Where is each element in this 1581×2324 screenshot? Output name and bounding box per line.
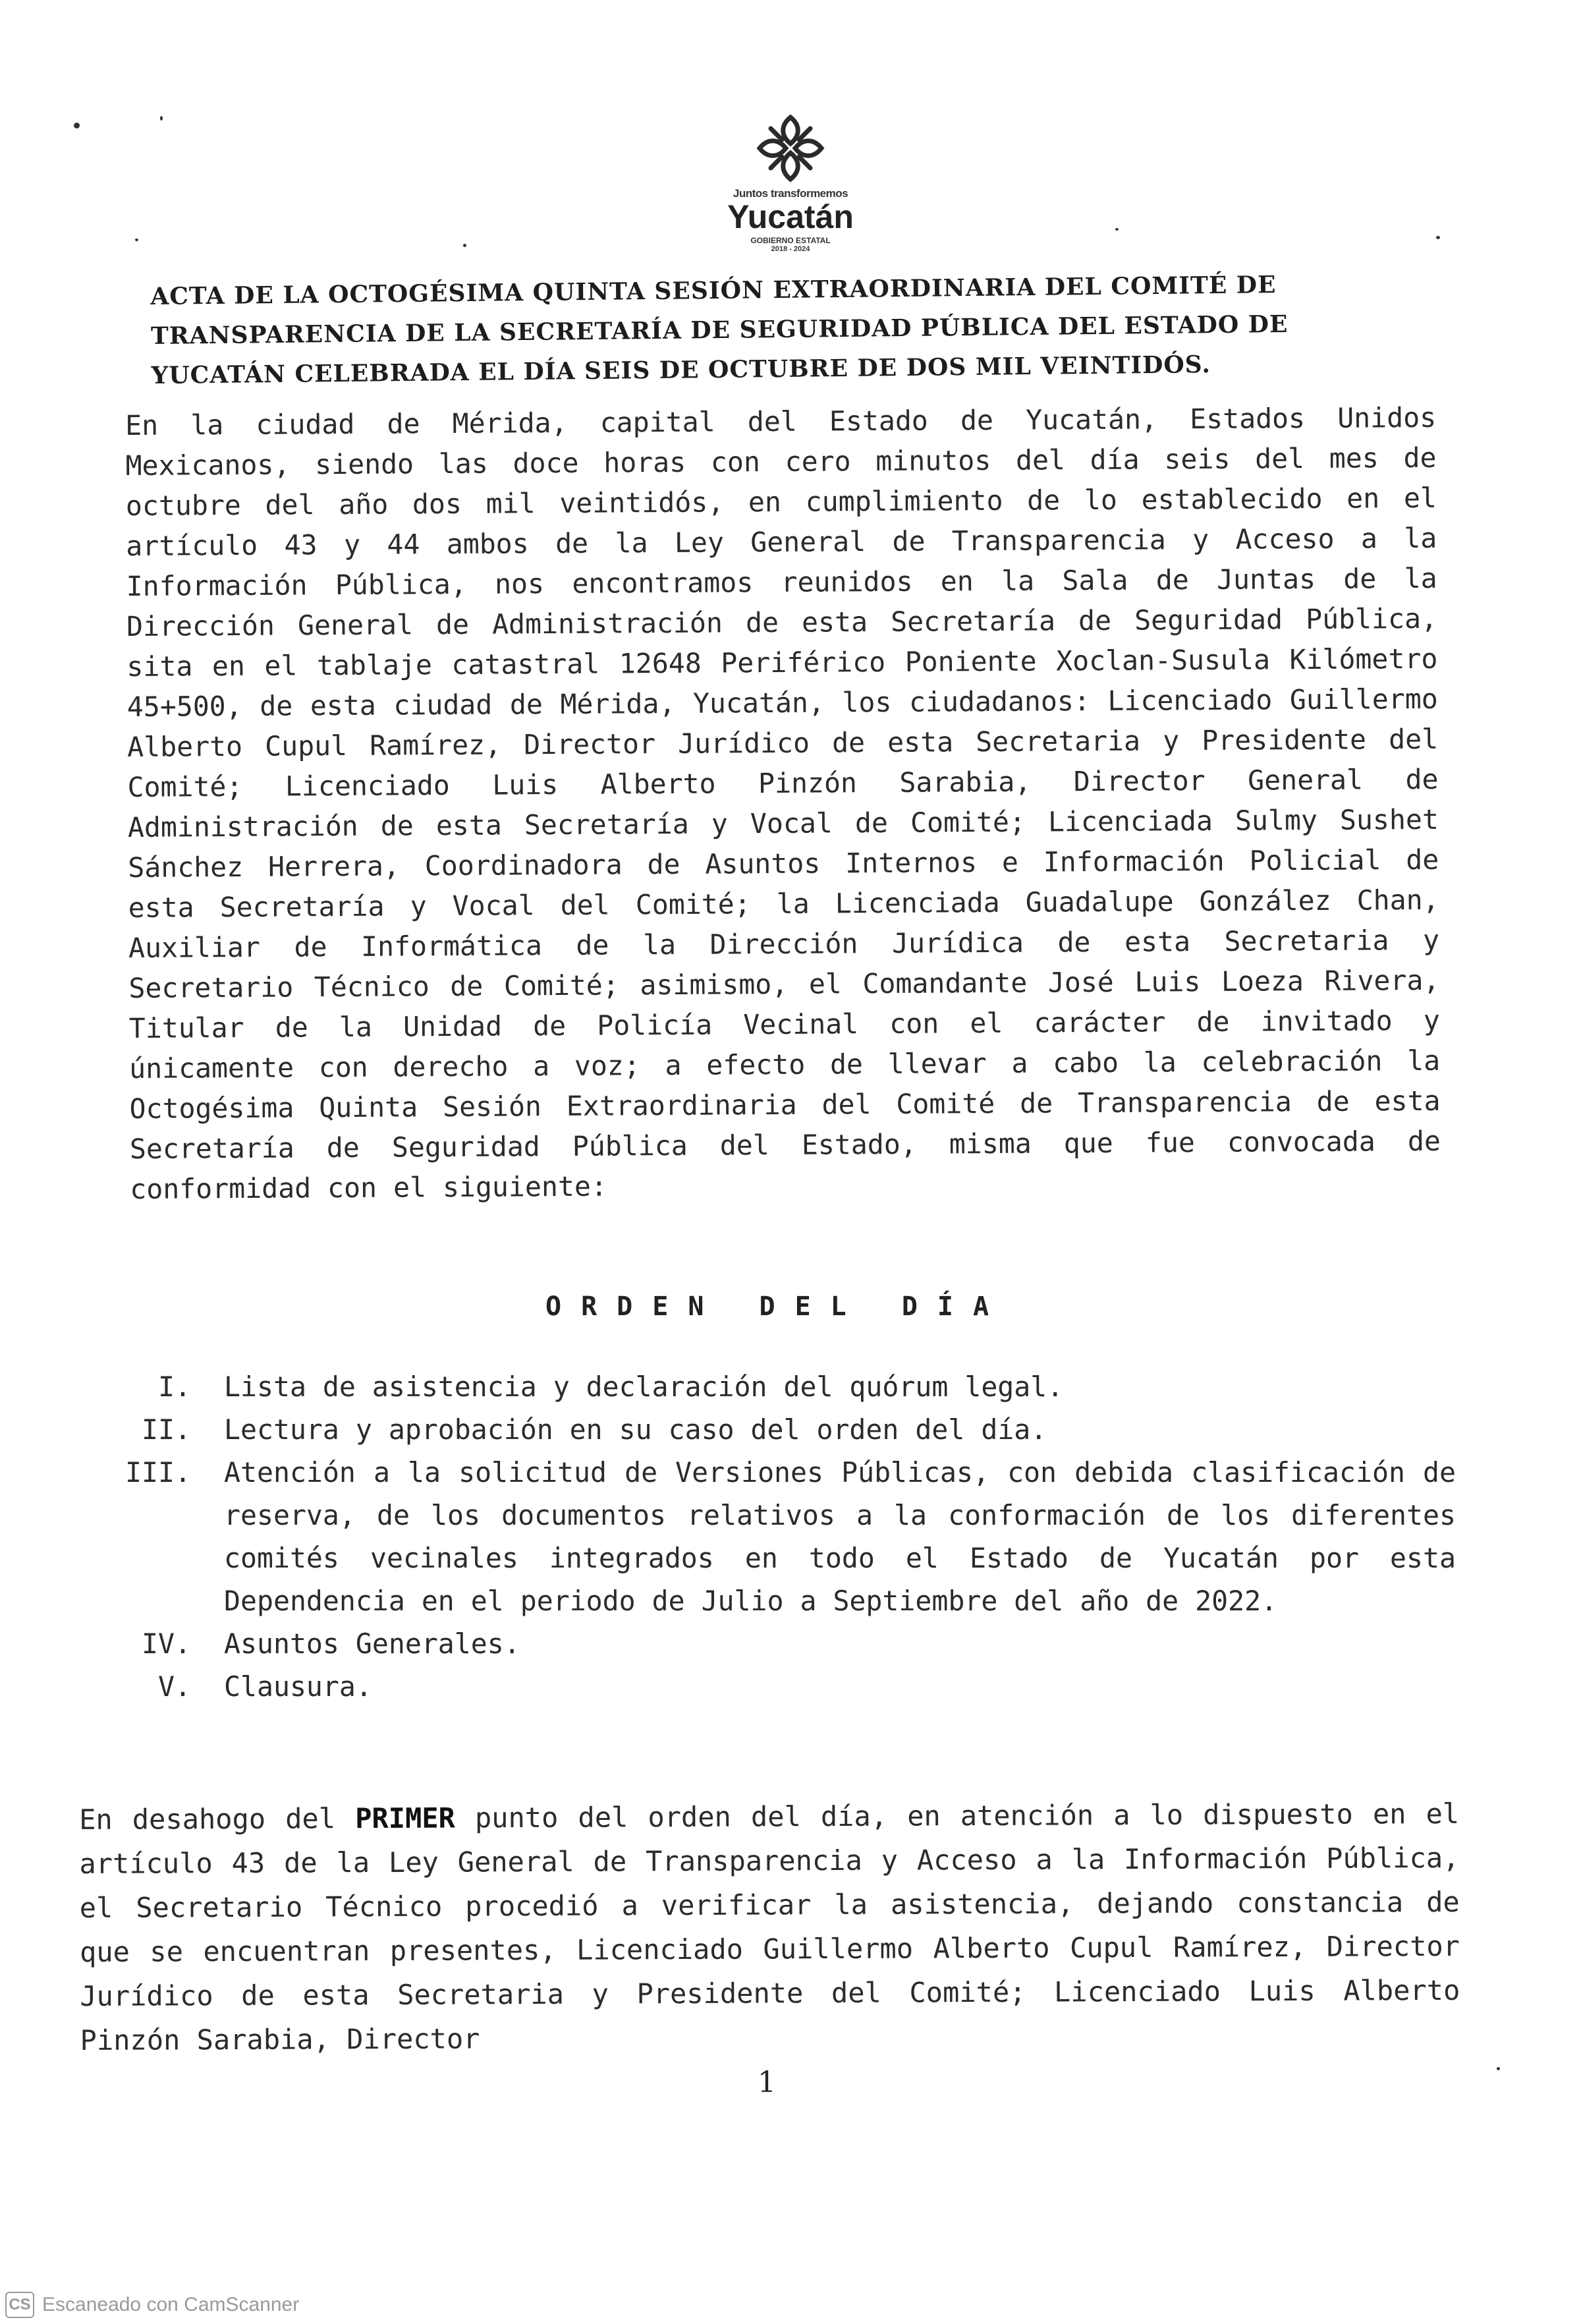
agenda-item-number: IV. — [142, 1628, 191, 1660]
agenda-item-text: Lectura y aprobación en su caso del orden del día. — [224, 1413, 1047, 1446]
agenda-item-text: Lista de asistencia y declaración del quórum legal. — [224, 1371, 1064, 1403]
agenda-item-number: I. — [158, 1371, 191, 1403]
list-item — [66, 1665, 1456, 1708]
agenda-item-text: Clausura. — [224, 1670, 372, 1703]
scanner-watermark — [5, 2292, 299, 2318]
logo-brand: Yucatán — [727, 198, 854, 235]
agenda-item-number: III. — [125, 1456, 191, 1488]
opening-paragraph: En la ciudad de Mérida, capital del Estado de Yucatán, Estados Unidos Mexicanos, siendo las doce horas con cero minutos del día seis del mes de octubre del año dos mil veintidós, en cumplimiento de lo establecido en el artículo 43 y 44 ambos de la Ley General de Transparencia y Acceso a la Información Pública, nos encontramos reunidos en la Sala de Juntas de la Dirección General de Administración de esta Secretaría de Seguridad Pública, sita en el tablaje catastral 12648 Periférico Poniente Xoclan-Susula Kilómetro 45+500, de esta ciudad de Mérida, Yucatán, los ciudadanos: Licenciado Guillermo Alberto Cupul Ramírez, Director Jurídico de esta Secretaria y Presidente del Comité; Licenciado Luis Alberto Pinzón Sarabia, Director General de Administración de esta Secretaría y Vocal de Comité; Licenciada Sulmy Sushet Sánchez Herrera, Coordinadora de Asuntos Internos e Información Policial de esta Secretaría y Vocal del Comité; la Licenciada Guadalupe González Chan, Auxiliar de Informática de la Dirección Jurídica de esta Secretaria y Secretario Técnico de Comité; asimismo, el Comandante José Luis Loeza Rivera, Titular de la Unidad de Policía Vecinal con el carácter de invitado y únicamente con derecho a voz; a efecto de llevar a cabo la celebración la Octogésima Quinta Sesión Extraordinaria del Comité de Transparencia de esta Secretaría de Seguridad Pública del Estado, misma que fue convocada de conformidad con el siguiente: — [125, 401, 1441, 1205]
logo-government: GOBIERNO ESTATAL — [750, 236, 831, 245]
list-item — [66, 1365, 1456, 1408]
logo-years: 2018 - 2024 — [771, 245, 810, 253]
logo-tagline: Juntos transformemos — [733, 187, 848, 200]
list-item — [66, 1622, 1456, 1665]
camscanner-icon: CS — [5, 2292, 34, 2318]
document-title: ACTA DE LA OCTOGÉSIMA QUINTA SESIÓN EXTRAORDINARIA DEL COMITÉ DE TRANSPARENCIA DE LA SECRETARÍA DE SEGURIDAD PÚBLICA DEL ESTADO DE YUCATÁN CELEBRADA EL DÍA SEIS DE OCTUBRE DE DOS MIL VEINTIDÓS. — [150, 271, 1289, 389]
list-item — [66, 1408, 1456, 1451]
agenda-title: ORDEN DEL DÍA — [545, 1291, 1009, 1322]
list-item — [66, 1451, 1456, 1622]
yucatan-logo — [705, 112, 876, 253]
scanner-label: Escaneado con CamScanner — [42, 2294, 300, 2315]
agenda-item-text: Atención a la solicitud de Versiones Públicas, con debida clasificación de reserva, de los documentos relativos a la conformación de los diferentes comités vecinales integrados en todo el Estado de Yucatán por esta Dependencia en el periodo de Julio a Septiembre del año de 2022. — [224, 1456, 1456, 1617]
agenda-item-text: Asuntos Generales. — [224, 1628, 520, 1660]
page-number: 1 — [758, 2066, 776, 2099]
agenda-item-number: V. — [158, 1670, 191, 1703]
agenda-item-number: II. — [142, 1413, 191, 1446]
paragraph-text: punto del orden del día, en atención a lo dispuesto en el artículo 43 de la Ley General de Transparencia y Acceso a la Información Pública, el Secretario Técnico procedió a verificar la asistencia, dejando constancia de que se encuentran presentes, Licenciado Guillermo Alberto Cupul Ramírez, Director Jurídico de esta Secretaria y Presidente del Comité; Licenciado Luis Alberto Pinzón Sarabia, Director — [79, 1797, 1460, 2056]
first-point-paragraph — [79, 1792, 1460, 2062]
paragraph-emphasis: PRIMER — [355, 1801, 455, 1835]
paragraph-text: En desahogo del — [79, 1802, 356, 1836]
agenda-list — [66, 1365, 1456, 1708]
yucatan-emblem-icon — [754, 112, 827, 184]
